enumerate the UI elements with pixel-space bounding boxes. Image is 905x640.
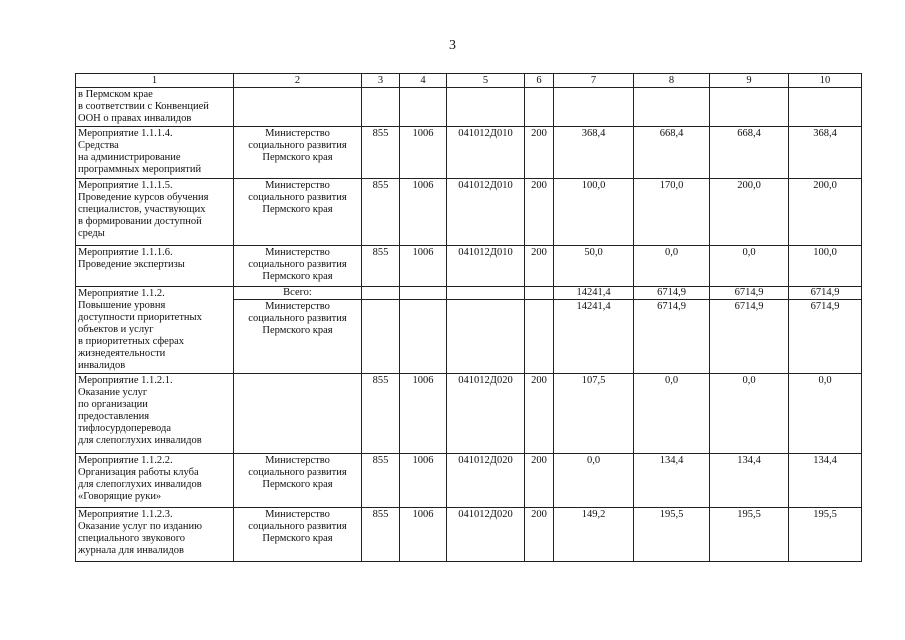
activity-name: Мероприятие 1.1.2.1. Оказание услуг по организации предоставления тифлосурдоперевода для слепоглухих инвалидов (76, 374, 234, 454)
cell: 107,5 (554, 374, 634, 454)
activity-name: Мероприятие 1.1.2. Повышение уровня доступности приоритетных объектов и услуг в приоритетных сферах жизнедеятельности инвалидов (76, 287, 234, 374)
cell: 1006 (400, 127, 447, 179)
activity-name: Мероприятие 1.1.1.4. Средства на администрирование программных мероприятий (76, 127, 234, 179)
cell (362, 300, 400, 374)
cell (400, 300, 447, 374)
activity-name: Мероприятие 1.1.1.5. Проведение курсов обучения специалистов, участвующих в формировании доступной среды (76, 179, 234, 246)
cell: 1006 (400, 374, 447, 454)
cell: 6714,9 (634, 300, 710, 374)
activity-name: Мероприятие 1.1.2.2. Организация работы клуба для слепоглухих инвалидов «Говорящие руки» (76, 454, 234, 508)
cell: 134,4 (710, 454, 789, 508)
cell: 200 (525, 179, 554, 246)
cell: 368,4 (789, 127, 862, 179)
table-row (76, 127, 862, 179)
header-cell: 2 (234, 74, 362, 88)
executor: Министерство социального развития Пермского края (234, 246, 362, 287)
cell: 200 (525, 246, 554, 287)
cell: 855 (362, 454, 400, 508)
cell: 0,0 (789, 374, 862, 454)
table-row (76, 454, 862, 508)
cell: 149,2 (554, 508, 634, 562)
cell: 1006 (400, 246, 447, 287)
header-cell: 9 (710, 74, 789, 88)
executor: Министерство социального развития Пермского края (234, 300, 362, 374)
cell: 134,4 (789, 454, 862, 508)
cell: 14241,4 (554, 287, 634, 300)
cell (447, 88, 525, 127)
cell (400, 88, 447, 127)
header-cell: 1 (76, 74, 234, 88)
executor (234, 374, 362, 454)
executor: Министерство социального развития Пермского края (234, 508, 362, 562)
cell: 668,4 (710, 127, 789, 179)
executor: Министерство социального развития Пермского края (234, 179, 362, 246)
cell (710, 88, 789, 127)
cell: 1006 (400, 454, 447, 508)
cell: 6714,9 (710, 300, 789, 374)
cell (525, 300, 554, 374)
cell: 6714,9 (789, 300, 862, 374)
cell: 195,5 (634, 508, 710, 562)
cell: 0,0 (634, 246, 710, 287)
cell: 668,4 (634, 127, 710, 179)
cell: 195,5 (710, 508, 789, 562)
cell: 0,0 (710, 374, 789, 454)
cell: 1006 (400, 179, 447, 246)
header-cell: 8 (634, 74, 710, 88)
cell: 170,0 (634, 179, 710, 246)
cell (554, 88, 634, 127)
header-cell: 5 (447, 74, 525, 88)
header-cell: 10 (789, 74, 862, 88)
cell: 1006 (400, 508, 447, 562)
cell (789, 88, 862, 127)
cell (447, 287, 525, 300)
cell: 50,0 (554, 246, 634, 287)
cell: 195,5 (789, 508, 862, 562)
cell: 041012Д020 (447, 374, 525, 454)
cell (525, 88, 554, 127)
cell: 0,0 (554, 454, 634, 508)
table-row (76, 179, 862, 246)
cell: 6714,9 (710, 287, 789, 300)
cell: 6714,9 (634, 287, 710, 300)
header-row (76, 74, 862, 88)
header-cell: 3 (362, 74, 400, 88)
executor (234, 88, 362, 127)
activity-name: Мероприятие 1.1.2.3. Оказание услуг по изданию специального звукового журнала для инвалидов (76, 508, 234, 562)
cell: 041012Д010 (447, 179, 525, 246)
budget-table (75, 73, 862, 562)
cell: 855 (362, 374, 400, 454)
cell: 200 (525, 454, 554, 508)
cell: 041012Д020 (447, 508, 525, 562)
table-row (76, 508, 862, 562)
cell: 100,0 (554, 179, 634, 246)
cell: 200,0 (710, 179, 789, 246)
cell (447, 300, 525, 374)
cell: 855 (362, 127, 400, 179)
table-row-total (76, 287, 862, 300)
total-label: Всего: (234, 287, 362, 300)
activity-name: Мероприятие 1.1.1.6. Проведение экспертизы (76, 246, 234, 287)
cell: 855 (362, 246, 400, 287)
cell: 6714,9 (789, 287, 862, 300)
cell (634, 88, 710, 127)
cell (362, 287, 400, 300)
cell: 855 (362, 508, 400, 562)
cell: 100,0 (789, 246, 862, 287)
cell: 041012Д010 (447, 246, 525, 287)
cell: 368,4 (554, 127, 634, 179)
table-row (76, 374, 862, 454)
executor: Министерство социального развития Пермского края (234, 127, 362, 179)
cell (400, 287, 447, 300)
cell (362, 88, 400, 127)
table-row (76, 246, 862, 287)
cell (525, 287, 554, 300)
header-cell: 6 (525, 74, 554, 88)
cell: 041012Д020 (447, 454, 525, 508)
page-number: 3 (449, 38, 456, 53)
cell: 200 (525, 127, 554, 179)
header-cell: 7 (554, 74, 634, 88)
cell: 0,0 (710, 246, 789, 287)
cell: 0,0 (634, 374, 710, 454)
executor: Министерство социального развития Пермского края (234, 454, 362, 508)
cell: 200,0 (789, 179, 862, 246)
cell: 200 (525, 508, 554, 562)
cell: 200 (525, 374, 554, 454)
cell: 855 (362, 179, 400, 246)
table-row (76, 88, 862, 127)
cell: 134,4 (634, 454, 710, 508)
header-cell: 4 (400, 74, 447, 88)
activity-name: в Пермском крае в соответствии с Конвенцией ООН о правах инвалидов (76, 88, 234, 127)
cell: 14241,4 (554, 300, 634, 374)
cell: 041012Д010 (447, 127, 525, 179)
